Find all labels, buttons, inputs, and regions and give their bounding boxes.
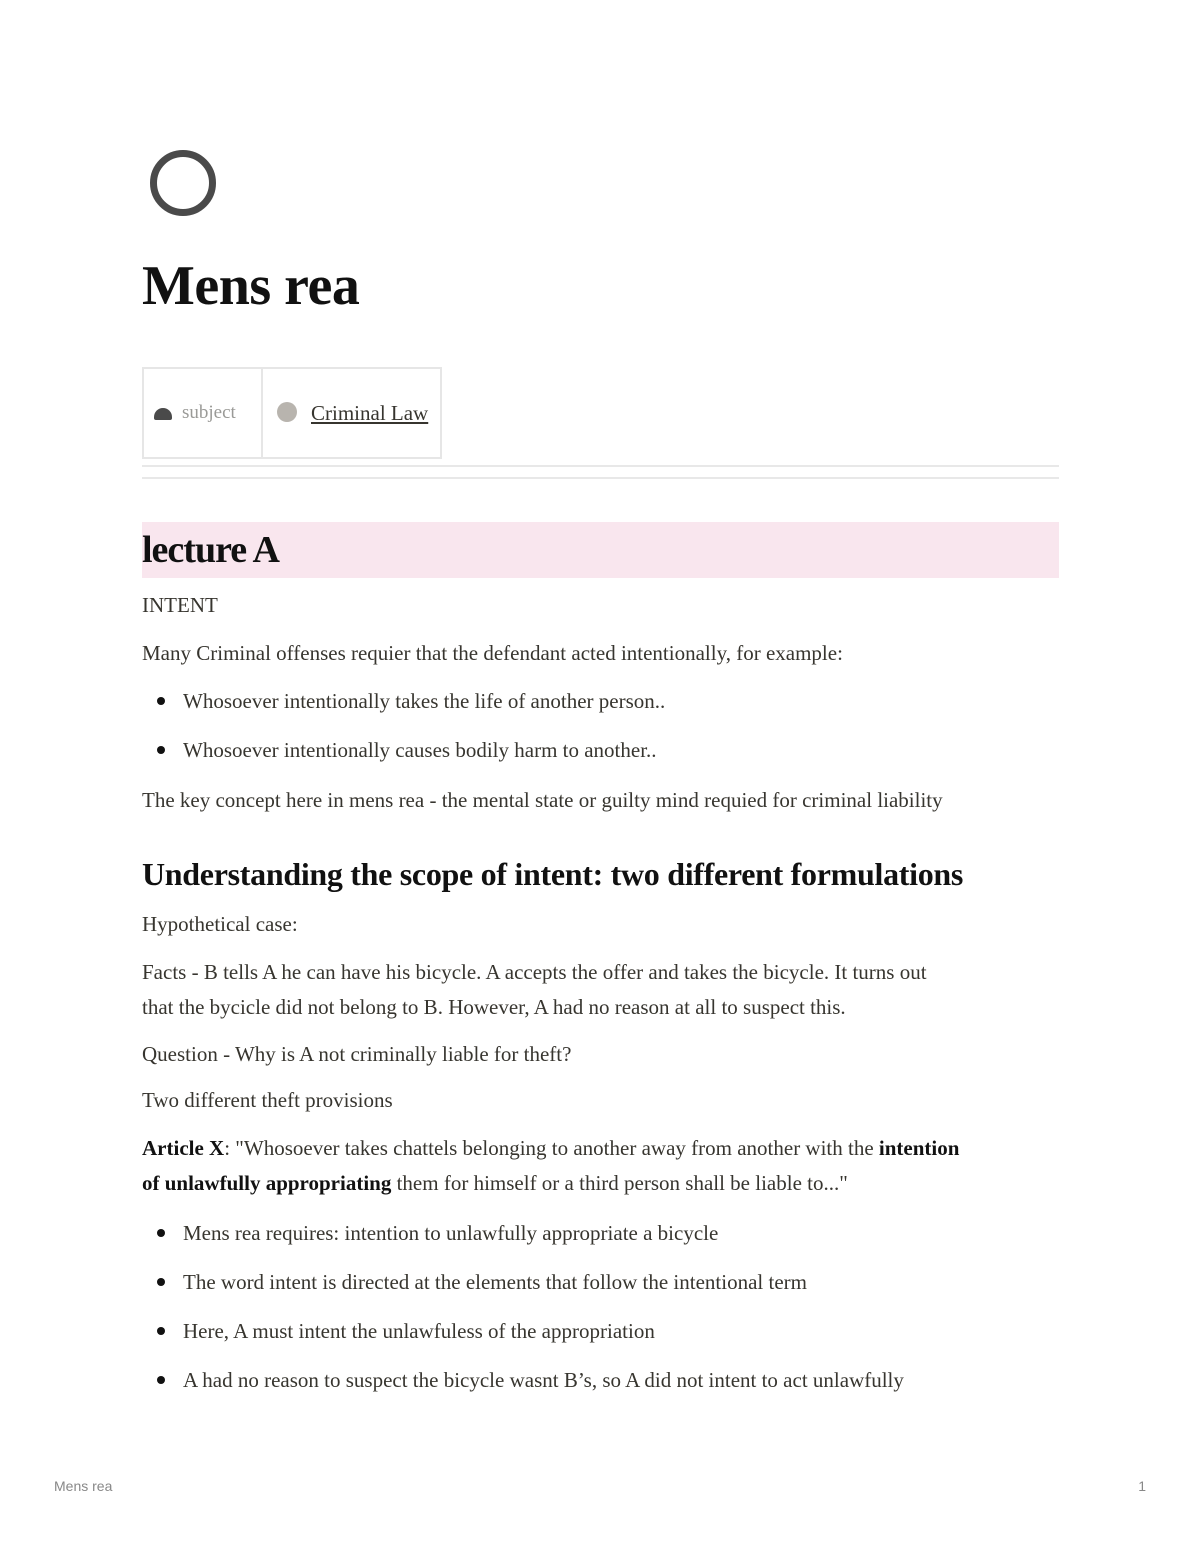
- article-text-start: : "Whosoever takes chattels belonging to another away from another with the: [224, 1136, 879, 1160]
- divider: [142, 477, 1059, 479]
- property-value-cell: [262, 368, 441, 458]
- subject-link[interactable]: Criminal Law: [311, 400, 429, 425]
- provisions-label: Two different theft provisions: [142, 1088, 393, 1112]
- example-list: [142, 684, 1059, 782]
- article-text-end: them for himself or a third person shall be liable to...": [391, 1171, 848, 1195]
- scope-heading: Understanding the scope of intent: two different formulations: [142, 856, 964, 892]
- property-name-cell: [143, 368, 262, 458]
- article-bold-text: intention: [878, 1136, 960, 1160]
- question: Question - Why is A not criminally liable for theft?: [142, 1042, 572, 1066]
- list-item: Whosoever intentionally causes bodily harm to another..: [142, 733, 1059, 782]
- facts-paragraph: [142, 955, 1059, 1025]
- list-item: Whosoever intentionally takes the life of another person..: [142, 684, 1059, 733]
- divider: [142, 465, 1059, 467]
- intent-intro: Many Criminal offenses requier that the defendant acted intentionally, for example:: [142, 641, 843, 665]
- footer-doc-name: Mens rea: [54, 1478, 113, 1494]
- list-item: Mens rea requires: intention to unlawfully appropriate a bicycle: [142, 1216, 1059, 1265]
- list-item: Here, A must intent the unlawfuless of the appropriation: [142, 1314, 1059, 1363]
- hypothetical-label: Hypothetical case:: [142, 912, 298, 936]
- property-name-label: subject: [182, 402, 236, 423]
- article-x-paragraph: [142, 1131, 1059, 1201]
- facts-line: Facts - B tells A he can have his bicycle. A accepts the offer and takes the bicycle. It turns out: [142, 960, 927, 984]
- article-label: Article X: [142, 1136, 225, 1160]
- intent-label: INTENT: [142, 593, 218, 617]
- circle-outline-icon: [150, 150, 216, 216]
- list-item: The word intent is directed at the elements that follow the intentional term: [142, 1265, 1059, 1314]
- article-bold-text: of unlawfully appropriating: [142, 1171, 392, 1195]
- facts-line: that the bycicle did not belong to B. However, A had no reason at all to suspect this.: [142, 995, 846, 1019]
- list-item: A had no reason to suspect the bicycle wasnt B’s, so A did not intent to act unlawfully: [142, 1363, 1059, 1412]
- properties-table: [142, 367, 442, 459]
- footer-page-number: 1: [1138, 1478, 1146, 1494]
- key-concept: The key concept here in mens rea - the mental state or guilty mind requied for criminal liability: [142, 788, 943, 812]
- subject-list-icon: [154, 408, 172, 420]
- analysis-list: [142, 1216, 1059, 1412]
- lecture-a-heading: lecture A: [142, 522, 1059, 578]
- page-title: Mens rea: [142, 255, 360, 317]
- page-emoji-icon: [277, 402, 297, 422]
- property-row: [143, 368, 441, 458]
